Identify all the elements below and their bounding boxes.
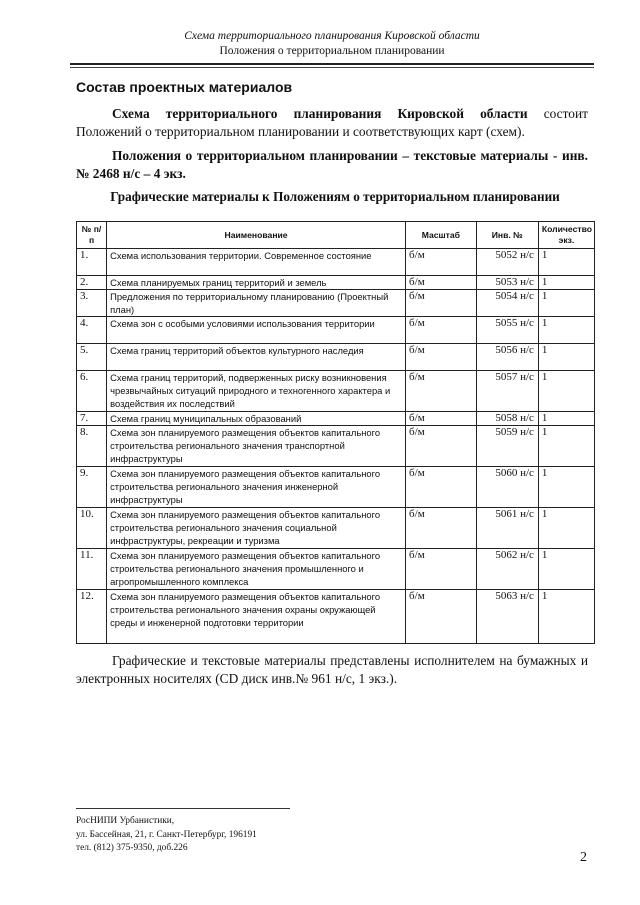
row-num: 7. (77, 412, 107, 426)
row-inv: 5063 н/с (476, 590, 538, 644)
table-row (77, 467, 595, 508)
row-inv: 5054 н/с (476, 290, 538, 317)
row-num: 12. (77, 590, 107, 644)
header-subtitle: Положения о территориальном планировании (219, 45, 445, 57)
table-row (77, 276, 595, 290)
header-rule-thin (70, 67, 594, 68)
row-num: 9. (77, 467, 107, 508)
row-qty: 1 (538, 590, 594, 644)
row-name: Схема использования территории. Современное состояние (107, 249, 406, 276)
row-inv: 5062 н/с (476, 549, 538, 590)
table-body (77, 249, 595, 644)
row-qty: 1 (538, 371, 594, 412)
header-rule-thick (70, 63, 594, 65)
row-inv: 5052 н/с (476, 249, 538, 276)
row-scale: б/м (406, 426, 477, 467)
row-inv: 5056 н/с (476, 344, 538, 371)
row-scale: б/м (406, 249, 477, 276)
row-num: 2. (77, 276, 107, 290)
page-number: 2 (580, 850, 587, 865)
row-name: Схема зон планируемого размещения объектов капитального строительства регионального значения транспортной инфраструктуры (107, 426, 406, 467)
row-qty: 1 (538, 412, 594, 426)
row-num: 10. (77, 508, 107, 549)
row-num: 11. (77, 549, 107, 590)
header-qty: Количество экз. (538, 222, 594, 249)
row-name: Схема границ муниципальных образований (107, 412, 406, 426)
row-num: 8. (77, 426, 107, 467)
row-qty: 1 (538, 290, 594, 317)
row-scale: б/м (406, 344, 477, 371)
row-name: Схема зон планируемого размещения объектов капитального строительства регионального значения охраны окружающей среды и инженерной подготовки территории (107, 590, 406, 644)
table-row (77, 290, 595, 317)
header-scale: Масштаб (406, 222, 477, 249)
header-name: Наименование (107, 222, 406, 249)
row-scale: б/м (406, 412, 477, 426)
row-inv: 5057 н/с (476, 371, 538, 412)
footer-address: ул. Бассейная, 21, г. Санкт-Петербург, 196191 (76, 829, 257, 840)
row-scale: б/м (406, 290, 477, 317)
table-row (77, 426, 595, 467)
footer-org: РосНИПИ Урбанистики, (76, 816, 175, 826)
row-inv: 5055 н/с (476, 317, 538, 344)
row-qty: 1 (538, 467, 594, 508)
intro-rest: состоит Положений о территориальном планировании и соответствующих карт (схем). (76, 106, 588, 139)
text-materials: Положения о территориальном планировании – текстовые материалы - инв. № 2468 н/с – 4 экз. (76, 148, 588, 181)
intro-paragraph (76, 105, 588, 140)
header-title: Схема территориального планирования Кировской области (184, 30, 480, 42)
row-inv: 5053 н/с (476, 276, 538, 290)
row-scale: б/м (406, 590, 477, 644)
row-num: 3. (77, 290, 107, 317)
row-name: Схема зон планируемого размещения объектов капитального строительства регионального значения инженерной инфраструктуры (107, 467, 406, 508)
footer-rule (76, 808, 290, 809)
row-inv: 5061 н/с (476, 508, 538, 549)
row-scale: б/м (406, 549, 477, 590)
row-qty: 1 (538, 508, 594, 549)
row-num: 1. (77, 249, 107, 276)
row-num: 5. (77, 344, 107, 371)
row-name: Схема зон с особыми условиями использования территории (107, 317, 406, 344)
table-row (77, 344, 595, 371)
table-row (77, 317, 595, 344)
text-materials-paragraph (76, 147, 588, 182)
row-name: Схема планируемых границ территорий и земель (107, 276, 406, 290)
row-qty: 1 (538, 549, 594, 590)
row-scale: б/м (406, 467, 477, 508)
row-qty: 1 (538, 426, 594, 467)
table-row (77, 249, 595, 276)
footer-phone: тел. (812) 375-9350, доб.226 (76, 843, 188, 853)
row-num: 6. (77, 371, 107, 412)
row-name: Предложения по территориальному планированию (Проектный план) (107, 290, 406, 317)
section-title: Состав проектных материалов (76, 79, 293, 95)
table-row (77, 508, 595, 549)
row-inv: 5058 н/с (476, 412, 538, 426)
row-qty: 1 (538, 317, 594, 344)
row-name: Схема зон планируемого размещения объектов капитального строительства регионального значения социальной инфраструктуры, рекреации и туризма (107, 508, 406, 549)
table-row (77, 590, 595, 644)
footer (76, 815, 257, 856)
row-scale: б/м (406, 508, 477, 549)
row-qty: 1 (538, 344, 594, 371)
row-qty: 1 (538, 276, 594, 290)
row-num: 4. (77, 317, 107, 344)
header-inv: Инв. № (476, 222, 538, 249)
row-name: Схема границ территорий объектов культурного наследия (107, 344, 406, 371)
table-row (77, 412, 595, 426)
row-scale: б/м (406, 276, 477, 290)
row-scale: б/м (406, 371, 477, 412)
materials-table (76, 221, 595, 644)
table-heading: Графические материалы к Положениям о территориальном планировании (110, 189, 560, 204)
row-name: Схема зон планируемого размещения объектов капитального строительства регионального значения промышленного и агропромышленного комплекса (107, 549, 406, 590)
row-inv: 5060 н/с (476, 467, 538, 508)
table-row (77, 371, 595, 412)
row-name: Схема границ территорий, подверженных риску возникновения чрезвычайных ситуаций природного и техногенного характера и воздействия их последствий (107, 371, 406, 412)
closing-paragraph: Графические и текстовые материалы представлены исполнителем на бумажных и электронных носителях (CD диск инв.№ 961 н/с, 1 экз.). (76, 653, 588, 686)
row-inv: 5059 н/с (476, 426, 538, 467)
table-row (77, 549, 595, 590)
row-scale: б/м (406, 317, 477, 344)
row-qty: 1 (538, 249, 594, 276)
header-num: № п/п (77, 222, 107, 249)
table-header-row (77, 222, 595, 249)
intro-bold-lead: Схема территориального планирования Кировской области (112, 106, 528, 121)
